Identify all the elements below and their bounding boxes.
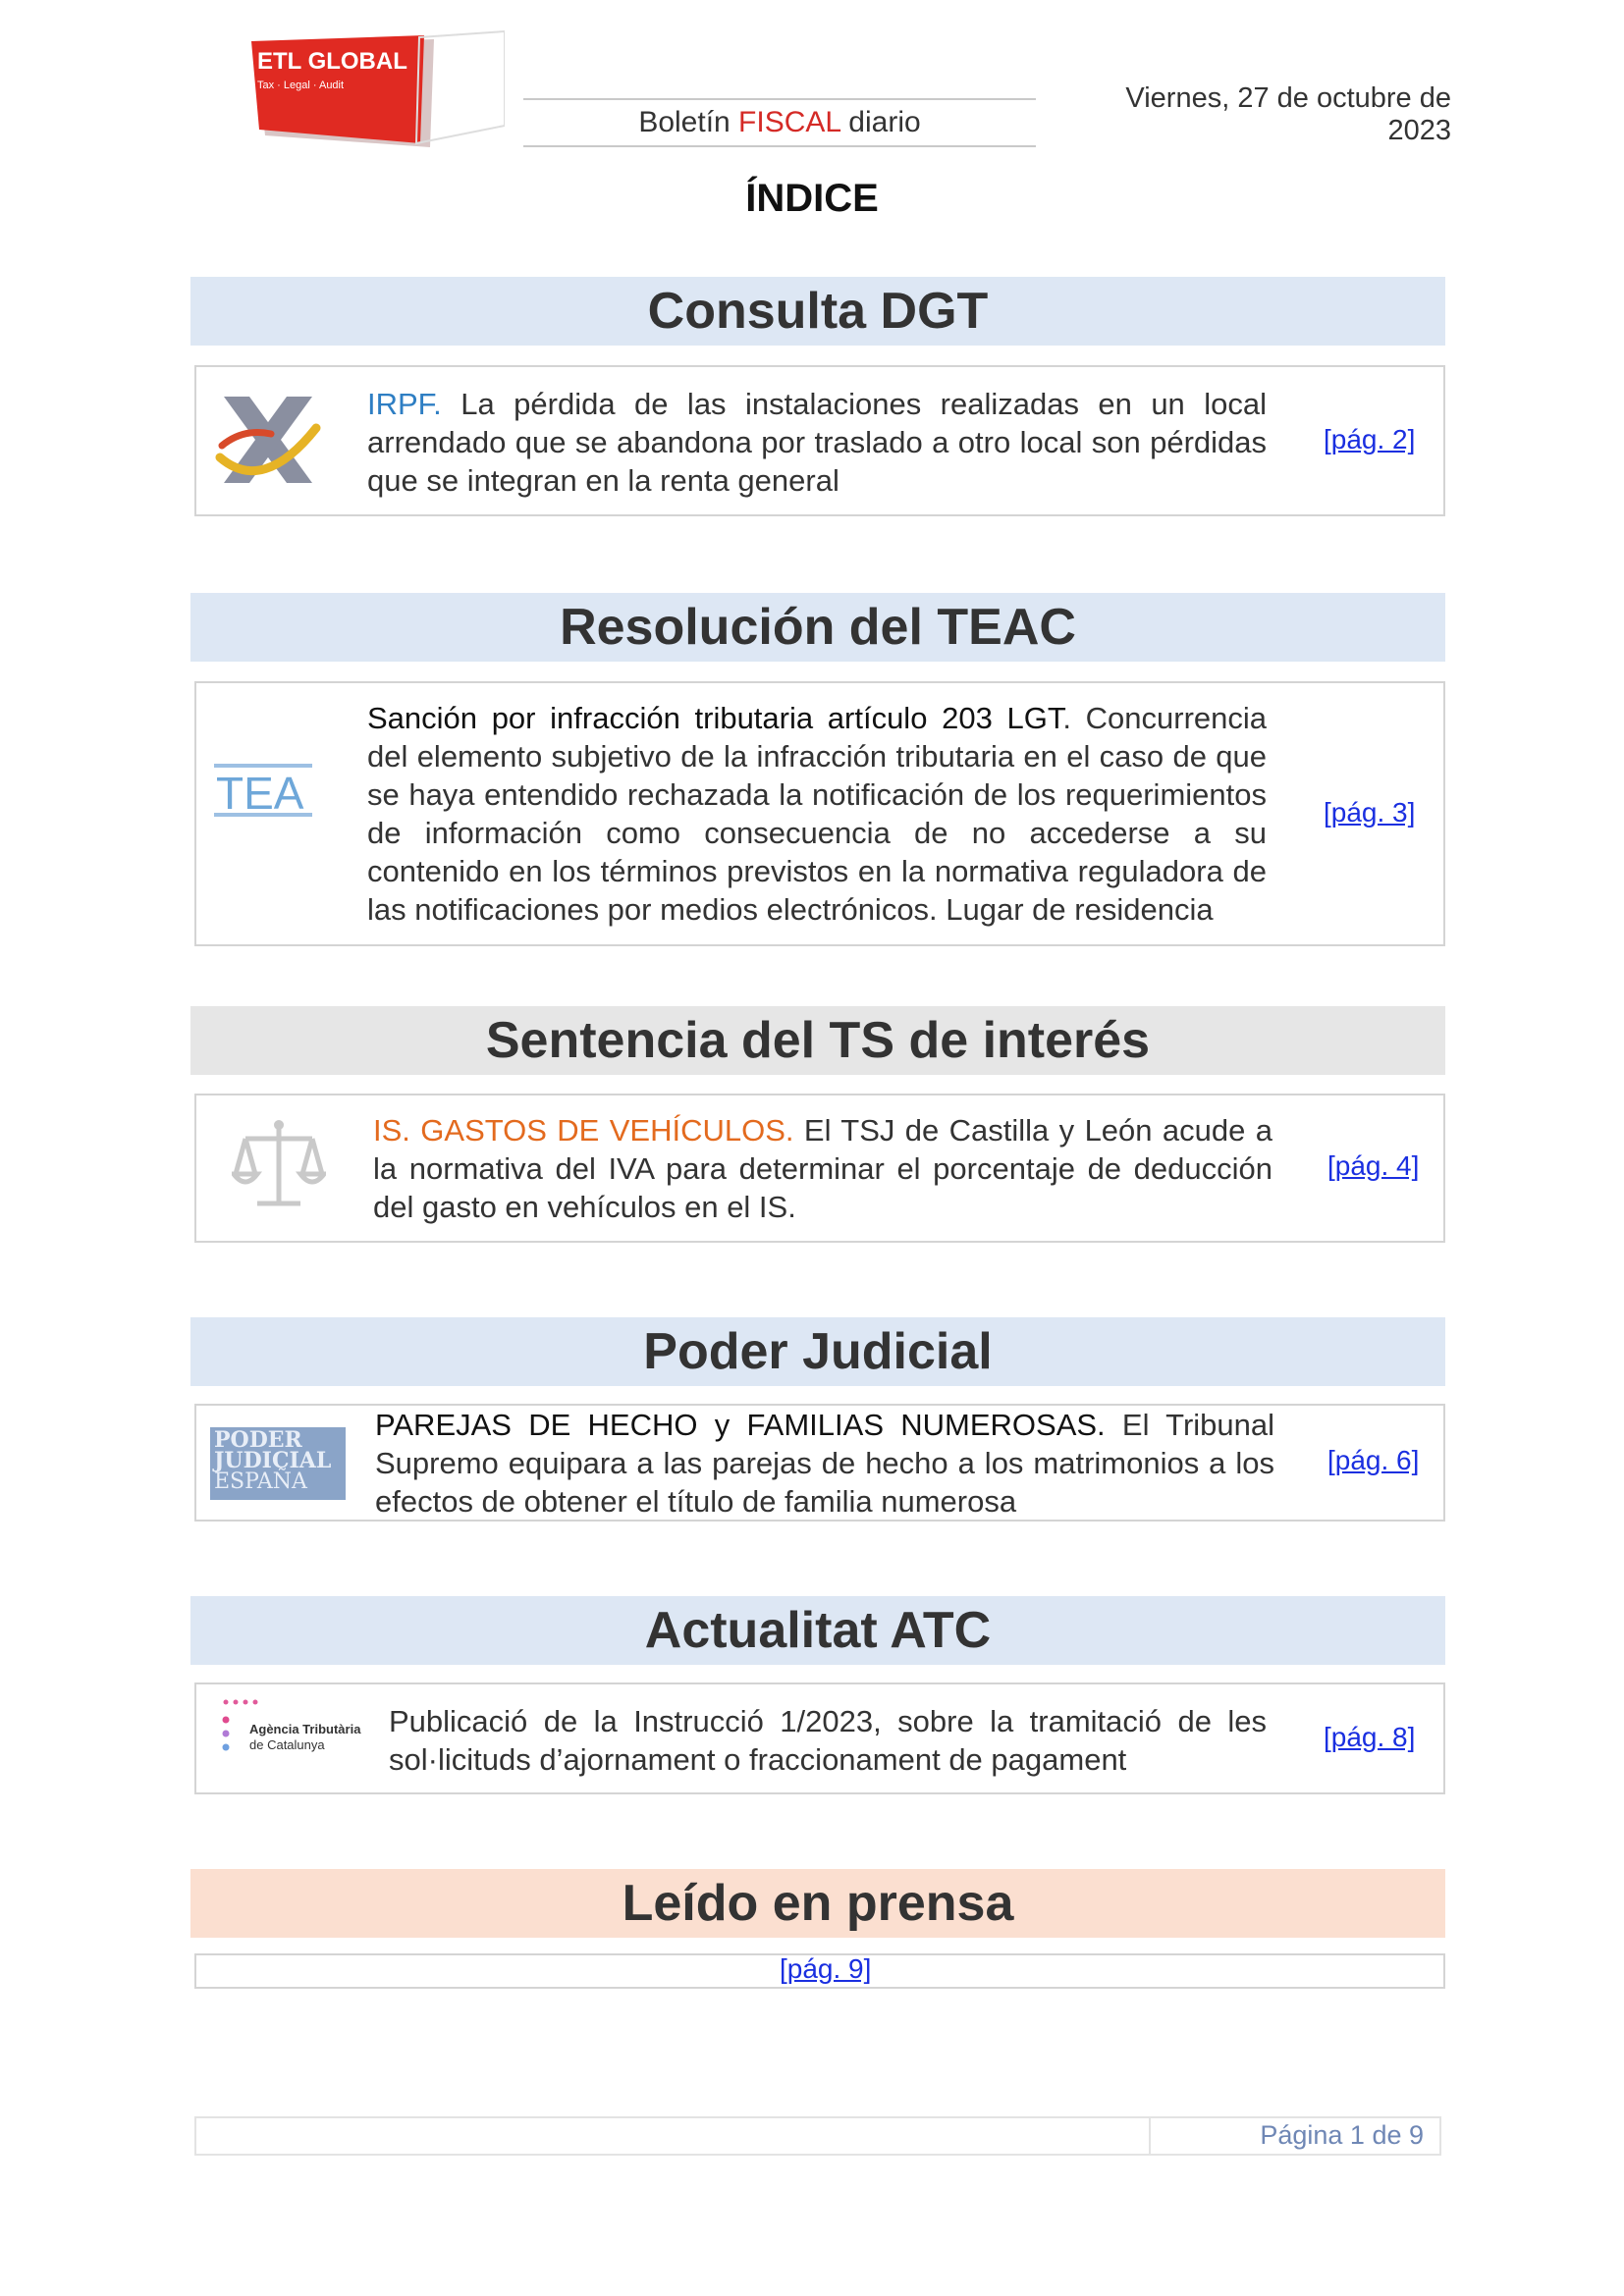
- bulletin-prefix: Boletín: [638, 106, 739, 138]
- tea-icon: [214, 760, 322, 828]
- agencia-tributaria-icon: [214, 389, 322, 491]
- entry-lead: IS. GASTOS DE VEHÍCULOS.: [373, 1113, 794, 1148]
- scales-icon: [232, 1117, 326, 1215]
- entry-body: El Tribunal Supremo equipara a las parejas de hecho a los matrimonios a los efectos de obtener el título de familia numerosa: [375, 1408, 1275, 1519]
- entry-text: [373, 1111, 1272, 1226]
- section-heading-consulta-dgt: Consulta DGT: [190, 277, 1445, 346]
- bulletin-title: [523, 98, 1036, 147]
- page-link-3[interactable]: [pág. 3]: [1324, 797, 1416, 828]
- entry-leido-en-prensa: [194, 1953, 1445, 1989]
- page-link-9[interactable]: [pág. 9]: [780, 1953, 872, 1984]
- entry-text: [375, 1406, 1274, 1521]
- entry-lead: Sanción por infracción tributaria artículo 203 LGT: [367, 701, 1063, 735]
- atc-name-line-1: Agència Tributària: [249, 1722, 361, 1736]
- entry-body: . Concurrencia del elemento subjetivo de la infracción tributaria en el caso de que se haya entendido rechazada la notificación de los requerimientos de información como consecuencia de no accederse a su contenido en los términos previstos en la normativa reguladora de las notificaciones por medios electrónicos. Lugar de residencia: [367, 701, 1268, 927]
- bulletin-highlight: FISCAL: [738, 106, 840, 138]
- page-link-2[interactable]: [pág. 2]: [1324, 424, 1416, 454]
- footer-divider: [1149, 2118, 1151, 2154]
- atc-name-line-2: de Catalunya: [249, 1737, 325, 1752]
- section-heading-leido-en-prensa: Leído en prensa: [190, 1869, 1445, 1938]
- section-heading-poder-judicial: Poder Judicial: [190, 1317, 1445, 1386]
- poder-judicial-line-1: PODER: [214, 1427, 302, 1453]
- bulletin-suffix: diario: [839, 106, 921, 138]
- poder-judicial-line-3: ESPAÑA: [214, 1469, 307, 1494]
- entry-lead: IRPF.: [367, 387, 442, 421]
- entry-body: Publicació de la Instrucció 1/2023, sobre la tramitació de les sol·licituds d’ajornament o fraccionament de pagament: [389, 1704, 1267, 1777]
- entry-consulta-dgt: [194, 365, 1445, 516]
- poder-judicial-line-2: JUDICIAL: [214, 1448, 332, 1473]
- bulletin-date: Viernes, 27 de octubre de 2023: [1125, 82, 1451, 146]
- entry-text: [389, 1702, 1267, 1779]
- page-number: Página 1 de 9: [1260, 2120, 1424, 2150]
- entry-text: [367, 385, 1267, 500]
- page-link-4[interactable]: [pág. 4]: [1327, 1150, 1420, 1181]
- entry-body: El TSJ de Castilla y León acude a la normativa del IVA para determinar el porcentaje de deducción del gasto en vehículos en el IS.: [373, 1113, 1273, 1224]
- entry-body: La pérdida de las instalaciones realizadas en un local arrendado que se abandona por traslado a otro local son pérdidas que se integran en la renta general: [367, 387, 1267, 498]
- agencia-tributaria-catalunya-icon: [222, 1694, 369, 1763]
- index-title: ÍNDICE: [745, 177, 879, 220]
- poder-judicial-icon: [210, 1427, 346, 1500]
- etl-global-logo: [247, 27, 505, 153]
- tea-icon-text: TEA: [216, 768, 304, 819]
- entry-teac: [194, 681, 1445, 946]
- entry-text: [367, 699, 1267, 929]
- section-heading-teac: Resolución del TEAC: [190, 593, 1445, 662]
- page-link-8[interactable]: [pág. 8]: [1324, 1722, 1416, 1752]
- entry-sentencia-ts: [194, 1094, 1445, 1243]
- entry-lead: PAREJAS DE HECHO y FAMILIAS NUMEROSAS.: [375, 1408, 1106, 1442]
- entry-actualitat-atc: [194, 1682, 1445, 1794]
- page-link-6[interactable]: [pág. 6]: [1327, 1445, 1420, 1475]
- section-heading-sentencia-ts: Sentencia del TS de interés: [190, 1006, 1445, 1075]
- section-heading-actualitat-atc: Actualitat ATC: [190, 1596, 1445, 1665]
- entry-poder-judicial: [194, 1404, 1445, 1522]
- logo-text: ETL GLOBAL: [257, 48, 407, 75]
- page-footer: [194, 2116, 1441, 2156]
- logo-tagline: Tax · Legal · Audit: [257, 80, 345, 91]
